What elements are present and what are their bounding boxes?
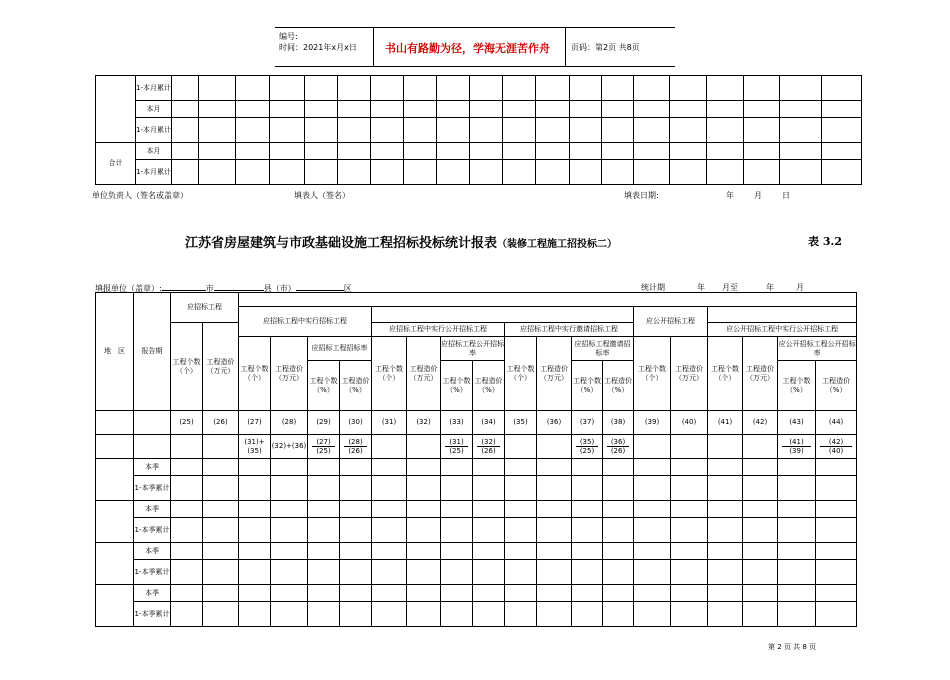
formula-numerator: (36) <box>610 437 626 446</box>
formula-numerator: (28) <box>348 437 363 446</box>
col-cost-g3: 工程造价（万元） <box>407 337 441 411</box>
col-count-pct: 工程个数（%） <box>308 361 340 411</box>
footer-page: 第 2 页 共 8 页 <box>768 643 817 651</box>
fill-county-label: 县（市） <box>263 284 296 293</box>
formula-numerator: (41) <box>789 437 804 446</box>
col-number: (36) <box>537 411 572 435</box>
period-month: 月 <box>796 283 804 292</box>
group-header-5: 应公开招标工程 <box>634 307 708 337</box>
body-row-label: 1-本季累计 <box>134 518 171 543</box>
period-year: 年 <box>697 283 705 292</box>
col-count-g1: 工程个数（个） <box>171 323 203 411</box>
doc-time-label: 时间：2021年x月x日 <box>279 43 357 52</box>
body-row-label: 本季 <box>134 585 171 602</box>
col-cost-g6: 工程造价（万元） <box>743 337 778 411</box>
top-row-label: 1-本月累计 <box>136 76 172 101</box>
main-stat-table <box>95 292 857 627</box>
col-number: (26) <box>203 411 239 435</box>
col-number: (32) <box>407 411 441 435</box>
formula-numerator: (35) <box>579 437 595 446</box>
col-number: (42) <box>743 411 778 435</box>
group-header-1: 应招标工程 <box>171 293 239 323</box>
col-number: (34) <box>473 411 505 435</box>
formula-28: (32)+(36) <box>271 435 308 459</box>
table-number: 表 3.2 <box>808 235 842 248</box>
top-row-label: 1-本月累计 <box>136 160 172 185</box>
formula-numerator: (42) <box>828 437 844 446</box>
col-count-g2: 工程个数（个） <box>239 337 271 411</box>
doc-number-label: 编号: <box>279 32 298 41</box>
report-title-main: 江苏省房屋建筑与市政基础设施工程招标投标统计报表 <box>185 236 498 251</box>
date-month: 月 <box>754 191 762 200</box>
formula-denominator: (25) <box>576 446 598 455</box>
col-number: (38) <box>603 411 634 435</box>
col-number: (35) <box>505 411 537 435</box>
formula-numerator: (32) <box>481 437 496 446</box>
body-row-label: 1-本季累计 <box>134 560 171 585</box>
region-cell <box>96 543 134 585</box>
rate-header-3: 应招标工程公开招标率 <box>441 337 505 361</box>
formula-33 <box>441 435 473 459</box>
body-row-label: 1-本季累计 <box>134 476 171 501</box>
col-cost-pct: 工程造价（%） <box>603 361 634 411</box>
formula-denominator: (40) <box>820 446 852 455</box>
col-cost-pct: 工程造价（%） <box>816 361 857 411</box>
fill-city-label: 市 <box>205 284 214 293</box>
col-number: (37) <box>572 411 603 435</box>
formula-denominator: (26) <box>607 446 629 455</box>
formula-30 <box>340 435 372 459</box>
col-number: (28) <box>271 411 308 435</box>
col-count-pct: 工程个数（%） <box>778 361 816 411</box>
body-row-label: 本季 <box>134 459 171 476</box>
period-month-to: 月至 <box>722 283 738 292</box>
header-motto: 书山有路勤为径，学海无涯苦作舟 <box>385 42 550 55</box>
fill-district-label: 区 <box>343 284 352 293</box>
region-header: 地 区 <box>96 293 134 411</box>
body-row-label: 本季 <box>134 501 171 518</box>
col-count-pct: 工程个数（%） <box>441 361 473 411</box>
header-divider <box>373 28 374 66</box>
col-cost-pct: 工程造价（%） <box>340 361 372 411</box>
col-number: (33) <box>441 411 473 435</box>
formula-denominator: (25) <box>445 446 468 455</box>
group-header-4: 应招标工程中实行邀请招标工程 <box>505 323 634 337</box>
fill-unit-label: 填报单位（盖章）: <box>95 284 162 293</box>
region-cell <box>96 585 134 627</box>
filler-label: 填表人（签名） <box>294 191 350 200</box>
period-year2: 年 <box>766 283 774 292</box>
formula-43 <box>778 435 816 459</box>
report-title <box>185 232 617 251</box>
unit-head-label: 单位负责人（签名或盖章） <box>92 191 188 200</box>
top-partial-table <box>95 75 862 185</box>
report-title-sub: （装修工程施工招投标二） <box>497 239 618 250</box>
formula-denominator: (26) <box>477 446 500 455</box>
col-count-g5: 工程个数（个） <box>634 337 671 411</box>
header-divider <box>565 28 566 66</box>
region-cell <box>96 501 134 543</box>
formula-29 <box>308 435 340 459</box>
col-count-g3: 工程个数（个） <box>372 337 407 411</box>
region-cell <box>96 459 134 501</box>
col-count-g4: 工程个数（个） <box>505 337 537 411</box>
col-count-pct: 工程个数（%） <box>572 361 603 411</box>
formula-numerator: (31) <box>449 437 464 446</box>
header-page-label: 页码：第2页 共8页 <box>571 43 640 52</box>
formula-27: (31)+(35) <box>239 435 271 459</box>
group-header-6: 应公开招标工程中实行公开招标工程 <box>708 323 857 337</box>
rate-header-6: 应公开招标工程公开招标率 <box>778 337 857 361</box>
col-number: (41) <box>708 411 743 435</box>
formula-denominator: (25) <box>312 446 335 455</box>
date-day: 日 <box>782 191 790 200</box>
period-header: 报告期 <box>134 293 171 411</box>
formula-numerator: (27) <box>316 437 331 446</box>
period-label: 统计期 <box>641 283 665 292</box>
col-cost-g5: 工程造价（万元） <box>671 337 708 411</box>
col-number: (43) <box>778 411 816 435</box>
col-number: (44) <box>816 411 857 435</box>
formula-denominator: (39) <box>782 446 811 455</box>
group-header-2: 应招标工程中实行招标工程 <box>239 307 372 337</box>
top-row-label: 1-本月累计 <box>136 118 172 143</box>
rate-header-2: 应招标工程招标率 <box>308 337 372 361</box>
formula-44 <box>816 435 857 459</box>
page-header <box>275 27 675 67</box>
formula-denominator: (26) <box>344 446 367 455</box>
col-cost-g1: 工程造价（万元） <box>203 323 239 411</box>
col-number: (31) <box>372 411 407 435</box>
formula-38 <box>603 435 634 459</box>
col-number: (25) <box>171 411 203 435</box>
body-row-label: 本季 <box>134 543 171 560</box>
col-cost-g2: 工程造价（万元） <box>271 337 308 411</box>
top-row-label: 本月 <box>136 101 172 118</box>
formula-37 <box>572 435 603 459</box>
fill-date-label: 填表日期: <box>624 191 659 200</box>
col-number: (29) <box>308 411 340 435</box>
date-year: 年 <box>726 191 734 200</box>
col-number: (27) <box>239 411 271 435</box>
total-label: 合计 <box>96 143 136 185</box>
top-row-label: 本月 <box>136 143 172 160</box>
col-cost-pct: 工程造价（%） <box>473 361 505 411</box>
col-number: (40) <box>671 411 708 435</box>
group-header-3: 应招标工程中实行公开招标工程 <box>372 323 505 337</box>
col-count-g6: 工程个数（个） <box>708 337 743 411</box>
col-number: (30) <box>340 411 372 435</box>
top-region-cell <box>96 76 136 143</box>
body-row-label: 1-本季累计 <box>134 602 171 627</box>
col-number: (39) <box>634 411 671 435</box>
formula-34 <box>473 435 505 459</box>
rate-header-4: 应招标工程邀请招标率 <box>572 337 634 361</box>
col-cost-g4: 工程造价（万元） <box>537 337 572 411</box>
